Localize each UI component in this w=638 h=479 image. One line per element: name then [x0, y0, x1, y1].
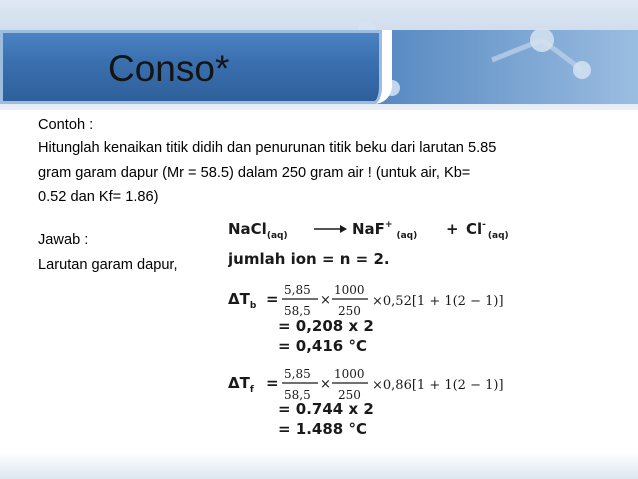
reaction-left: NaCl — [228, 220, 267, 238]
dtf-label: ΔT — [228, 374, 250, 392]
tf-num1: 5,85 — [284, 367, 311, 381]
tb-step2: = 0,416 °C — [278, 337, 367, 355]
text-line-6: Larutan garam dapur, — [38, 257, 178, 273]
slide-title: Conso* — [108, 48, 230, 89]
svg-text:NaCl(aq): NaCl$_{(aq)}$ — [228, 220, 288, 241]
tf-step2: = 1.488 °C — [278, 420, 367, 438]
text-line-3: gram garam dapur (Mr = 58.5) dalam 250 gram air ! (untuk air, Kb= — [38, 165, 471, 181]
tf-num2: 1000 — [334, 367, 365, 381]
tb-kb-tail: ×0,52[1 + 1(2 − 1)] — [372, 294, 504, 309]
ion-line: jumlah ion = n = 2. — [228, 250, 390, 268]
tf-den2: 250 — [338, 388, 361, 402]
svg-text:ΔTf: $\Delta T_f$ — [228, 374, 254, 395]
reaction-mid: NaF — [352, 220, 385, 238]
reaction-plus: + — [446, 220, 459, 238]
tb-den2: 250 — [338, 304, 361, 318]
text-line-2: Hitunglah kenaikan titik didih dan penurunan titik beku dari larutan 5.85 — [38, 140, 497, 156]
tf-den1: 58,5 — [284, 388, 311, 402]
reaction-right: Cl — [466, 220, 483, 238]
tb-num1: 5,85 — [284, 283, 311, 297]
formula-image — [228, 216, 623, 441]
svg-text:ΔTb: $\Delta T_b$ — [228, 290, 257, 311]
svg-text:NaF+(aq): NaF+$_{(aq)}$ — [352, 220, 418, 241]
svg-text:=: = — [266, 290, 279, 308]
text-line-5: Jawab : — [38, 232, 89, 248]
svg-text:×: × — [320, 293, 331, 308]
slide-header — [0, 0, 638, 110]
svg-text:=: = — [266, 374, 279, 392]
dtb-label: ΔT — [228, 290, 250, 308]
text-line-1: Contoh : — [38, 117, 94, 133]
tf-step1: = 0.744 x 2 — [278, 400, 374, 418]
slide-footer-band — [0, 452, 638, 479]
svg-text:×: × — [320, 377, 331, 392]
tb-den1: 58,5 — [284, 304, 311, 318]
tf-kf-tail: ×0,86[1 + 1(2 − 1)] — [372, 378, 504, 393]
text-line-4: 0.52 dan Kf= 1.86) — [38, 189, 159, 205]
svg-text:Cl-(aq): $Cl^-_{(aq)}$ — [466, 220, 509, 241]
tb-step1: = 0,208 x 2 — [278, 317, 374, 335]
tb-num2: 1000 — [334, 283, 365, 297]
arrow-icon — [314, 225, 347, 233]
